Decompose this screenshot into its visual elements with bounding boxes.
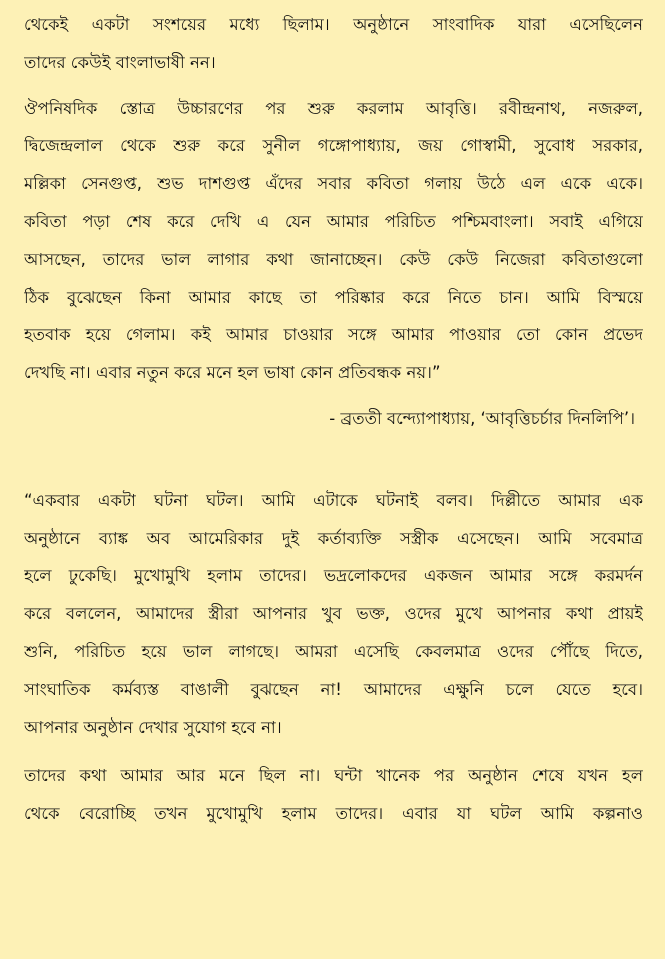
text-line: মল্লিকা সেনগুপ্ত, শুভ দাশগুপ্ত এঁদের সবার কবিতা গলায় উঠে এল একে একে। (24, 174, 643, 194)
text-line: কবিতা পড়া শেষ করে দেখি এ যেন আমার পরিচিত পশ্চিমবাংলা। সবাই এগিয়ে (24, 211, 643, 231)
text-line: করে বললেন, আমাদের স্ত্রীরা আপনার খুব ভক্ত, ওদের মুখে আপনার কথা প্রায়ই (24, 604, 643, 624)
paragraph-2 (24, 90, 643, 392)
text-line: “একবার একটা ঘটনা ঘটল। আমি এটাকে ঘটনাই বলব। দিল্লীতে আমার এক (24, 490, 643, 510)
text-line: অনুষ্ঠানে ব্যাঙ্ক অব আমেরিকার দুই কর্তাব্যক্তি সস্ত্রীক এসেছেন। আমি সবেমাত্র (24, 528, 643, 548)
text-line: সাংঘাতিক কর্মব্যস্ত বাঙালী বুঝছেন না! আমাদের এক্ষুনি চলে যেতে হবে। (24, 679, 643, 699)
paragraph-4 (24, 757, 643, 833)
text-line: দেখছি না। এবার নতুন করে মনে হল ভাষা কোন প্রতিবন্ধক নয়।” (24, 363, 441, 383)
text-line: হতবাক হয়ে গেলাম। কই আমার চাওয়ার সঙ্গে আমার পাওয়ার তো কোন প্রভেদ (24, 325, 643, 345)
paragraph-gap (24, 82, 643, 90)
paragraph-gap (24, 746, 643, 757)
text-line: আসছেন, তাদের ভাল লাগার কথা জানাচ্ছেন। কেউ কেউ নিজেরা কবিতাগুলো (24, 249, 643, 269)
text-line: ঔপনিষদিক স্তোত্র উচ্চারণের পর শুরু করলাম আবৃত্তি। রবীন্দ্রনাথ, নজরুল, (24, 98, 643, 118)
paragraph-3 (24, 482, 643, 747)
text-line: হলে ঢুকেছি। মুখোমুখি হলাম তাদের। ভদ্রলোকদের একজন আমার সঙ্গে করমর্দন (24, 566, 643, 586)
text-line: দ্বিজেন্দ্রলাল থেকে শুরু করে সুনীল গঙ্গোপাধ্যায়, জয় গোস্বামী, সুবোধ সরকার, (24, 136, 643, 156)
text-line: ঠিক বুঝেছেন কিনা আমার কাছে তা পরিষ্কার করে নিতে চান। আমি বিস্ময়ে (24, 287, 643, 307)
text-line: শুনি, পরিচিত হয়ে ভাল লাগছে। আমরা এসেছি কেবলমাত্র ওদের পৌঁছে দিতে, (24, 641, 643, 661)
text-line: থেকে বেরোচ্ছি তখন মুখোমুখি হলাম তাদের। এবার যা ঘটল আমি কল্পনাও (24, 804, 643, 824)
text-line: আপনার অনুষ্ঠান দেখার সুযোগ হবে না। (24, 717, 282, 737)
section-gap (24, 438, 643, 482)
text-line: তাদের কেউই বাংলাভাষী নন। (24, 52, 216, 72)
text-line: থেকেই একটা সংশয়ের মধ্যে ছিলাম। অনুষ্ঠানে সাংবাদিক যারা এসেছিলেন (24, 15, 643, 34)
paragraph-gap (24, 392, 643, 400)
paragraph-1 (24, 6, 643, 82)
attribution: - ব্রততী বন্দ্যোপাধ্যায়, ‘আবৃত্তিচর্চার দিনলিপি’। (329, 408, 635, 428)
text-line: তাদের কথা আমার আর মনে ছিল না। ঘন্টা খানেক পর অনুষ্ঠান শেষে যখন হল (24, 766, 643, 786)
